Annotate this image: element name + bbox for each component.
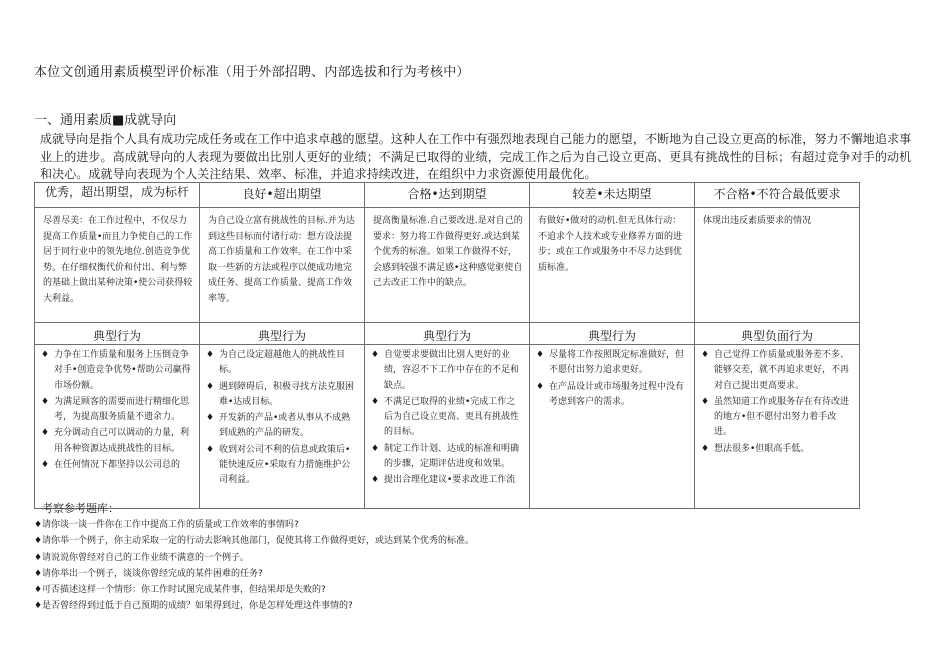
behavior-item: ♦ 制定工作计划、达成的标准和明确的步骤，定期评估进度和效果。 xyxy=(371,442,523,473)
behavior-item: ♦ 收到对公司不利的信息或政策后•能快速反应•采取有力措施维护公司利益。 xyxy=(206,443,358,489)
behavior-row xyxy=(35,345,860,509)
question-bank-title: 考察参考题库： xyxy=(42,502,119,515)
level-header-unqualified: 不合格•不符合最低要求 xyxy=(695,183,860,208)
behavior-title-poor: 典型行为 xyxy=(530,323,695,345)
level-description-poor: 有做好•做对的动机.但无具体行动：不追求个人技术或专业修养方面的进步；或在工作或服务中不尽力达到优质标准。 xyxy=(530,208,695,323)
behavior-item: ♦ 遇到障碍后，积极寻找方法克服困难•达成目标。 xyxy=(206,380,358,411)
level-header-poor: 较差•未达期望 xyxy=(530,183,695,208)
behavior-item: ♦ 尽量将工作按照既定标准做好，但不愿付出努力追求更好。 xyxy=(536,348,688,379)
question-item: ♦ 是否曾经得到过低于自己预期的成绩？如果得到过，你是怎样处理这件事情的? xyxy=(34,598,474,614)
question-item: ♦ 请你举出一个例子，谈谈你曾经完成的某件困难的任务? xyxy=(34,566,474,582)
evaluation-matrix xyxy=(34,182,860,509)
level-header-excellent: 优秀，超出期望，成为标杆 xyxy=(35,183,200,208)
behavior-item: ♦ 在任何情况下都坚持以公司总的 xyxy=(41,458,193,473)
behavior-item: ♦ 充分调动自己可以调动的力量，利用各种资源达成挑战性的目标。 xyxy=(41,426,193,457)
behavior-title-good: 典型行为 xyxy=(200,323,365,345)
section-heading: 一、通用素质■成就导向 xyxy=(34,113,177,128)
level-header-qualified: 合格•达到期望 xyxy=(365,183,530,208)
behavior-list-unqualified xyxy=(695,345,860,509)
question-item: ♦ 可否描述这样一个情形：你工作时试图完成某件事，但结果却是失败的? xyxy=(34,582,474,598)
behavior-item: ♦ 为满足顾客的需要而进行精细化思考，为提高服务质量不遗余力。 xyxy=(41,395,193,426)
question-item: ♦ 请你谈一谈一件你在工作中提高工作的质量或工作效率的事情吗? xyxy=(34,517,474,533)
behavior-item: ♦ 不满足已取得的业绩•完成工作之后为自己设立更高、更具有挑战性的目标。 xyxy=(371,395,523,441)
question-item: ♦ 请你举一个例子，你主动采取一定的行动去影响其他部门，促使其将工作做得更好，或达到某个优秀的标准。 xyxy=(34,533,474,549)
behavior-title-qualified: 典型行为 xyxy=(365,323,530,345)
behavior-item: ♦ 力争在工作质量和服务上压倒竞争对手•创造竞争优势•帮助公司赢得市场份额。 xyxy=(41,348,193,394)
document-title: 本位文创通用素质模型评价标准（用于外部招聘、内部选拔和行为考核中） xyxy=(34,65,470,80)
behavior-title-row xyxy=(35,323,860,345)
intro-paragraph: 成就导向是指个人具有成功完成任务或在工作中追求卓越的愿望。这种人在工作中有强烈地表现自己能力的愿望，不断地为自己设立更高的标准，努力不懈地追求事业上的进步。高成就导向的人表现为要做出比别人更好的业绩；不满足已取得的业绩，完成工作之后为自己设立更高、更具有挑战性的目标；有超过竞争对手的动机和决心。成就导向表现为个人关注结果、效率、标准，并追求持续改进，在组织中力求资源使用最优化。 xyxy=(40,132,912,181)
question-bank xyxy=(34,501,474,614)
behavior-item: ♦ 开发新的产品•或者从事从不成熟到成熟的产品的研发。 xyxy=(206,411,358,442)
level-description-good: 为自己设立富有挑战性的目标.并为达到这些目标而付诸行动：想方设法提高工作质量和工作效率。在工作中采取一些新的方法或程序以便成功地完成任务、提高工作质量、提高工作效率等。 xyxy=(200,208,365,323)
question-item: ♦ 请说说你曾经对自己的工作业绩不满意的一个例子。 xyxy=(34,550,474,566)
behavior-title-excellent: 典型行为 xyxy=(35,323,200,345)
behavior-item: ♦ 自觉要求要做出比别人更好的业绩，容忍不下工作中存在的不足和缺点。 xyxy=(371,348,523,394)
level-description-row xyxy=(35,208,860,323)
behavior-item: ♦ 为自己设定超越他人的挑战性目标。 xyxy=(206,348,358,379)
behavior-item: ♦ 虽然知道工作或服务存在有待改进的地方•但不愿付出努力着手改进。 xyxy=(701,395,853,441)
level-description-excellent: 尽善尽美：在工作过程中，不仅尽力提高工作质量•而且力争使自己的工作居于同行业中的领先地位.创造竞争优势。在仔细权衡代价和付出、利与弊的基础上做出某种决策•使公司获得较大利益。 xyxy=(35,208,200,323)
behavior-list-good xyxy=(200,345,365,509)
behavior-item: ♦ 在产品设计或市场服务过程中没有考虑到客户的需求。 xyxy=(536,380,688,411)
level-header-row xyxy=(35,183,860,208)
behavior-title-unqualified: 典型负面行为 xyxy=(695,323,860,345)
level-header-good: 良好•超出期望 xyxy=(200,183,365,208)
level-description-unqualified: 体现出违反素质要求的情况 xyxy=(695,208,860,323)
behavior-item: ♦ 提出合理化建议•要求改进工作流 xyxy=(371,473,523,488)
behavior-list-qualified xyxy=(365,345,530,509)
behavior-list-excellent xyxy=(35,345,200,509)
behavior-item: ♦ 想法很多•但眼高手低。 xyxy=(701,442,853,457)
behavior-list-poor xyxy=(530,345,695,509)
level-description-qualified: 提高衡量标准.自己要改进.是对自己的要求：努力将工作做得更好.或达到某个优秀的标准。如果工作做得不好，会感到较强不满足感•这种感觉驱使自己去改正工作中的缺点。 xyxy=(365,208,530,323)
behavior-item: ♦ 自己觉得工作质量或服务差不多、能够交差，就不再追求更好，不再对自己提出更高要求。 xyxy=(701,348,853,394)
